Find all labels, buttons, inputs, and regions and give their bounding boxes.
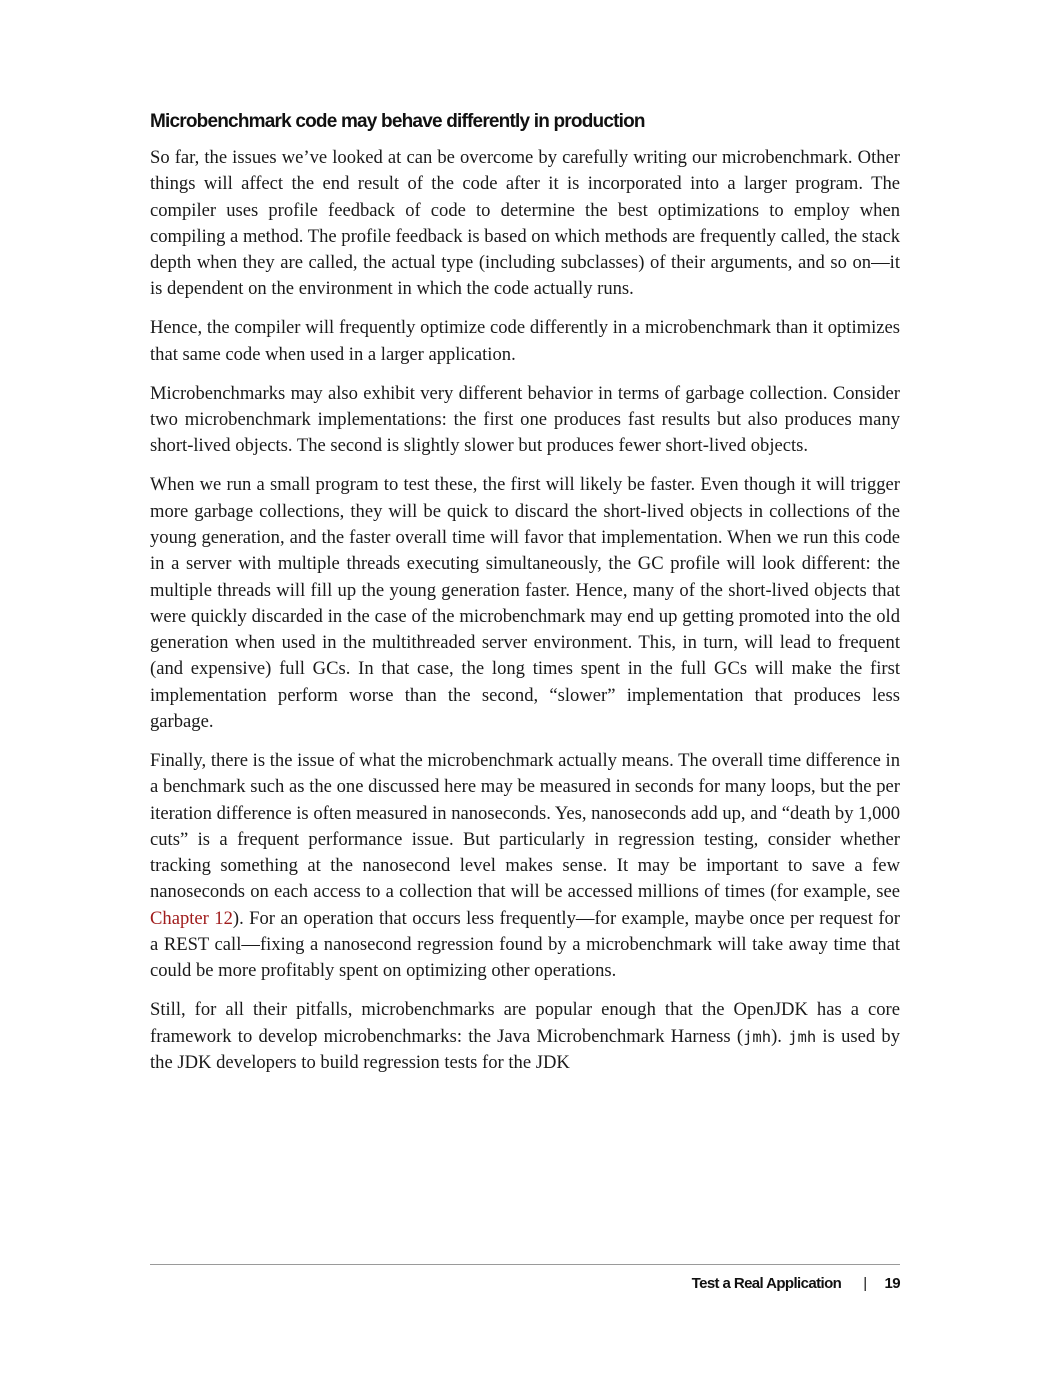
paragraph-5-text-b: ). For an operation that occurs less frequently—for example, maybe once per request for a REST call—fixing a nanosecond regression found by a microbenchmark will take away time that could be more profitably spent on optimizing other operations. <box>150 907 900 982</box>
jmh-code-2: jmh <box>788 1027 817 1046</box>
paragraph-6-text-c: is used by the JDK developers to build regression tests for the JDK <box>150 1025 900 1073</box>
book-page <box>150 0 900 1378</box>
page-number: 19 <box>884 1274 900 1292</box>
paragraph-6-text-a: Still, for all their pitfalls, microbenchmarks are popular enough that the OpenJDK has a core framework to develop microbenchmarks: the Java Microbenchmark Harness ( <box>150 999 900 1047</box>
footer-section-title: Test a Real Application <box>691 1274 842 1292</box>
footer-divider <box>150 1264 900 1265</box>
paragraph-1: So far, the issues we’ve looked at can be overcome by carefully writing our microbenchmark. Other things will affect the end result of the code after it is incorporated into a larger program. The compiler uses profile feedback of code to determine the best optimizations to employ when compiling a method. The profile feedback is based on which methods are frequently called, the stack depth when they are called, the actual type (including subclasses) of their arguments, and so on—it is dependent on the environment in which the code actually runs. <box>150 147 900 300</box>
paragraph-6 <box>150 997 900 1076</box>
body-text <box>150 145 900 1089</box>
jmh-code-1: jmh <box>743 1027 772 1046</box>
section-heading: Microbenchmark code may behave differently in production <box>150 111 645 132</box>
page-footer <box>692 1270 900 1296</box>
footer-separator: | <box>863 1274 867 1292</box>
paragraph-5 <box>150 748 900 985</box>
paragraph-3: Microbenchmarks may also exhibit very different behavior in terms of garbage collection. Consider two microbenchmark implementations: the first one produces fast results but also produces many short-lived objects. The second is slightly slower but produces fewer short-lived objects. <box>150 382 900 457</box>
paragraph-2: Hence, the compiler will frequently optimize code differently in a microbenchmark than it optimizes that same code when used in a larger application. <box>150 317 900 365</box>
paragraph-6-text-b: ). <box>771 1025 789 1047</box>
chapter-12-link[interactable]: Chapter 12 <box>150 907 233 929</box>
paragraph-5-text-a: Finally, there is the issue of what the microbenchmark actually means. The overall time difference in a benchmark such as the one discussed here may be measured in seconds for many loops, but the per iteration difference is often measured in nanoseconds. Yes, nanoseconds add up, and “death by 1,000 cuts” is a frequent performance issue. But particularly in regression testing, consider whether tracking something at the nanosecond level makes sense. It may be important to save a few nanoseconds on each access to a collection that will be accessed millions of times (for example, see <box>150 749 900 903</box>
paragraph-4: When we run a small program to test these, the first will likely be faster. Even though it will trigger more garbage collections, they will be quick to discard the short-lived objects in collections of the young generation, and the faster overall time will favor that implementation. When we run this code in a server with multiple threads executing simultaneously, the GC profile will look different: the multiple threads will fill up the young generation faster. Hence, many of the short-lived objects that were quickly discarded in the case of the microbenchmark may end up getting promoted into the old generation when used in the multithreaded server environment. This, in turn, will lead to frequent (and expensive) full GCs. In that case, the long times spent in the full GCs will make the first implementation perform worse than the second, “slower” implementation that produces less garbage. <box>150 474 900 732</box>
